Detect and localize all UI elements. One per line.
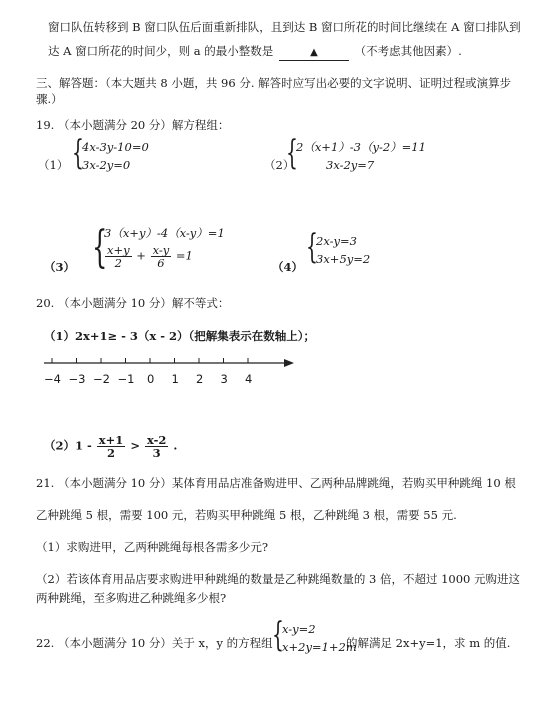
greater-than: >	[130, 438, 140, 453]
q19-p2-eq1: 2（x+1）-3（y-2）=11	[296, 140, 426, 154]
q20-frac1-num: x+1	[98, 433, 124, 447]
frac2-den: 6	[157, 256, 165, 270]
q20-p2-label: （2）1 -	[44, 438, 92, 453]
intro-line-2-note: （不考虑其他因素）.	[354, 44, 462, 58]
q20-p2	[44, 434, 177, 459]
q19-p1-eq2: 3x-2y=0	[82, 158, 131, 172]
q19-p1-brace: {	[72, 133, 84, 173]
number-line-arrow-icon	[284, 359, 294, 367]
q22-eq2: x+2y=1+2m	[282, 640, 357, 654]
q21-sub-2a: （2）若该体育用品店要求购进甲种跳绳的数量是乙种跳绳数量的 3 倍，不超过 1000 元购进这	[36, 572, 521, 586]
q21-line-1: 21. （本小题满分 10 分）某体育用品店准备购进甲、乙两种品牌跳绳，若购买甲种跳绳 10 根	[36, 476, 516, 490]
q20-p1: （1）2x+1≥ - 3（x - 2）（把解集表示在数轴上）；	[44, 329, 316, 343]
q19-p2-brace: {	[286, 133, 298, 173]
q19-p4-label: （4）	[272, 260, 304, 274]
q19-p4-eq2: 3x+5y=2	[316, 252, 371, 266]
q19-title: 19. （本小题满分 20 分）解方程组：	[36, 118, 230, 132]
q19-p3-brace: {	[92, 222, 108, 273]
q19-p3-frac1	[105, 244, 132, 269]
q19-p4-eq1: 2x-y=3	[316, 234, 357, 248]
number-line-tick-label: −3	[68, 372, 86, 386]
number-line-tick-label: 2	[196, 372, 204, 386]
q21-sub-2b: 两种跳绳，至多购进乙种跳绳多少根?	[36, 591, 227, 605]
q22-suffix: 的解满足 2x+y=1，求 m 的值.	[346, 636, 511, 650]
number-line-tick-label: 0	[147, 372, 155, 386]
section3-line-1: 三、解答题：（本大题共 8 小题，共 96 分. 解答时应写出必要的文字说明、证明过程或演算步	[36, 76, 512, 90]
number-line-tick-label: −1	[117, 372, 135, 386]
q22-eq1: x-y=2	[282, 622, 316, 636]
number-line-tick-label: 4	[245, 372, 253, 386]
number-line-tick-label: −4	[44, 372, 61, 386]
intro-line-2-text: 达 A 窗口所花的时间少，则 a 的最小整数是	[48, 44, 274, 58]
frac1-num: x+y	[107, 243, 130, 257]
q20-p2-frac1	[97, 434, 126, 459]
q21-line-2: 乙种跳绳 5 根，需要 100 元，若购买甲种跳绳 5 根，乙种跳绳 3 根，需要 55 元.	[36, 508, 457, 522]
rhs: =1	[175, 248, 193, 263]
q19-p3-eq1: 3（x+y）-4（x-y）=1	[104, 226, 225, 240]
q21-sub-1: （1）求购进甲，乙两种跳绳每根各需多少元?	[36, 540, 268, 554]
triangle-marker-icon: ▲	[310, 47, 318, 58]
q19-p3-label: （3）	[44, 260, 76, 274]
q20-frac2-den: 3	[152, 446, 161, 460]
q19-p4-brace: {	[306, 227, 318, 267]
number-line-ticks	[52, 358, 248, 363]
number-line-tick-label: 3	[220, 372, 228, 386]
q20-frac1-den: 2	[107, 446, 116, 460]
q19-p2-eq2: 3x-2y=7	[326, 158, 375, 172]
q19-p3-frac2	[151, 244, 172, 269]
frac2-num: x-y	[152, 243, 170, 257]
intro-line-2	[48, 44, 462, 61]
q20-p2-frac2	[145, 434, 168, 459]
q19-p3-eq2	[104, 244, 193, 269]
q20-title: 20. （本小题满分 10 分）解不等式：	[36, 296, 230, 310]
q19-p1-label: （1）	[38, 158, 69, 172]
q19-p1-eq1: 4x-3y-10=0	[82, 140, 149, 154]
plus-sign: +	[136, 248, 146, 263]
section3-line-2: 骤.）	[36, 92, 63, 106]
q22-prefix: 22. （本小题满分 10 分）关于 x，y 的方程组	[36, 636, 273, 650]
intro-line-1: 窗口队伍转移到 B 窗口队伍后面重新排队，且到达 B 窗口所花的时间比继续在 A 窗口排队到	[48, 20, 521, 34]
q22-brace: {	[272, 615, 284, 655]
number-line-tick-label: 1	[171, 372, 179, 386]
frac1-den: 2	[114, 256, 122, 270]
q19-p2-label: （2）	[264, 158, 295, 172]
answer-blank	[279, 44, 349, 61]
q20-p2-end: .	[173, 438, 178, 453]
q20-frac2-num: x-2	[146, 433, 167, 447]
number-line-tick-label: −2	[93, 372, 110, 386]
